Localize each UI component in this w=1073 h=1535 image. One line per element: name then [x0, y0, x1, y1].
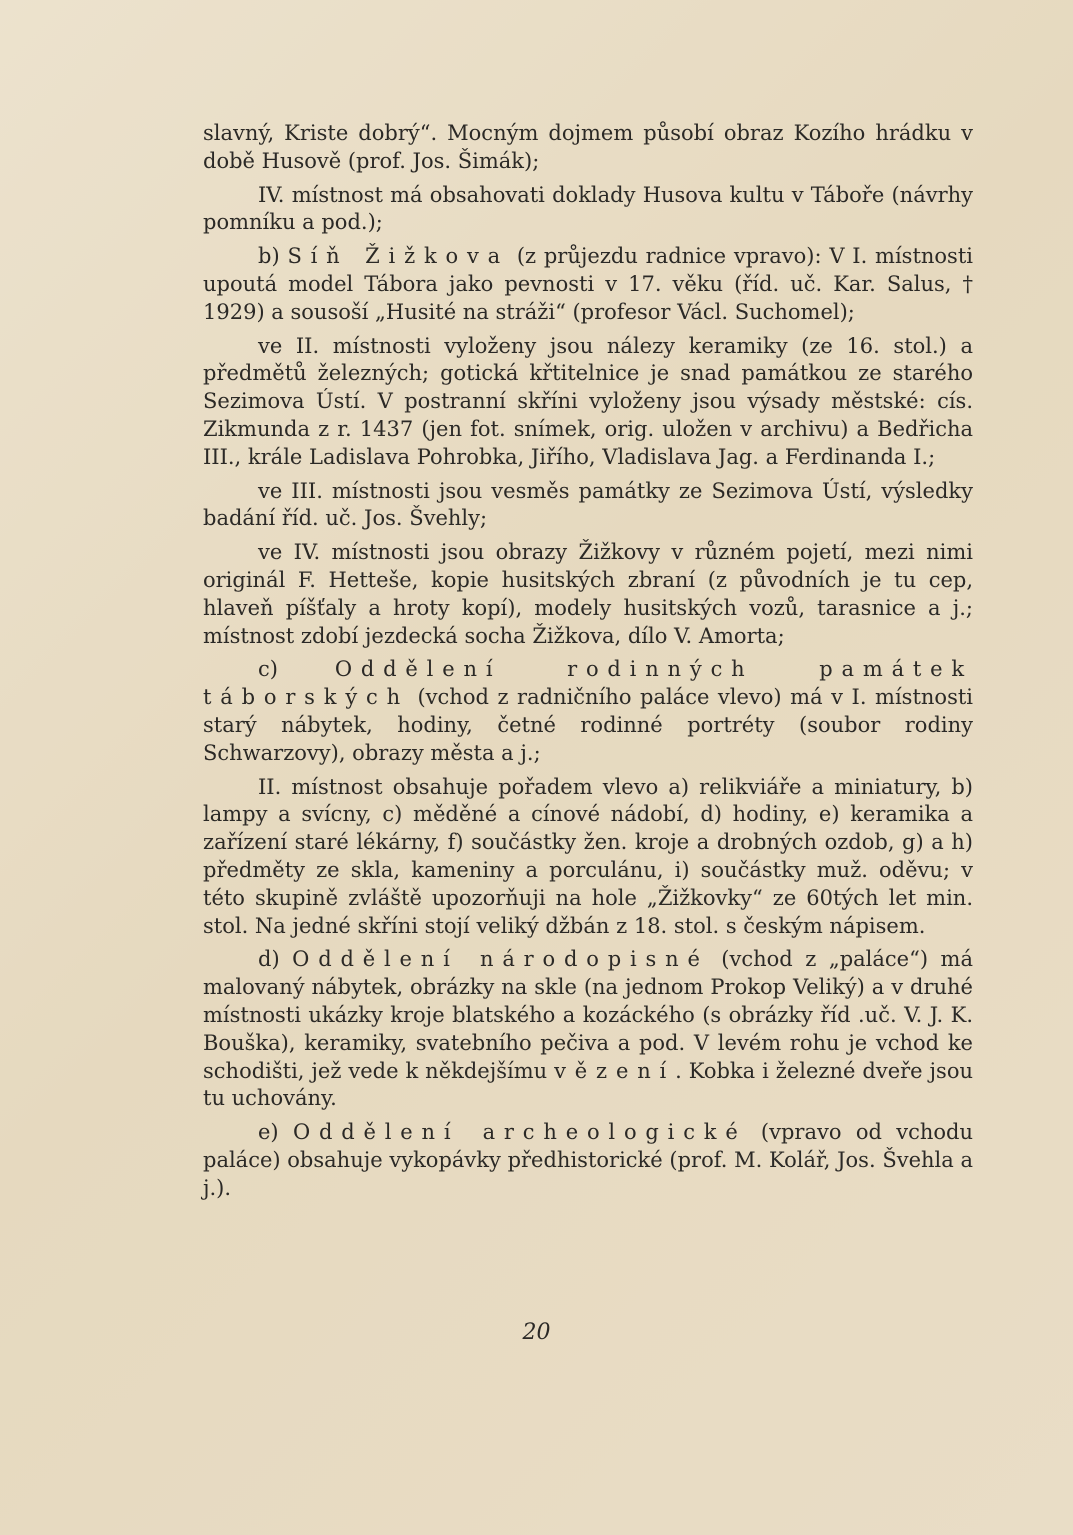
body-text [203, 120, 973, 1208]
paragraph [203, 182, 973, 238]
text-run: e) [258, 1120, 293, 1145]
spaced-heading-run: vězení [554, 1058, 676, 1083]
text-run: (z průjezdu radnice vpravo): V I. místnosti upoutá model Tábora jako pevnosti v 17. věku (říd. uč. Kar. Salus, † 1929) a sousoší „Husité na stráži“ (profesor Václ. Suchomel); [203, 244, 973, 324]
paragraph [203, 946, 973, 1113]
spaced-heading-run: Síň Žižkova [287, 244, 510, 269]
page-number: 20 [522, 1320, 551, 1345]
spaced-heading-run: Oddělení národopisné [292, 947, 709, 972]
text-run: ve II. místnosti vyloženy jsou nálezy keramiky (ze 16. stol.) a předmětů železných; gotická křtitelnice je snad památkou ze starého Sezimova Ústí. V postranní skříni vyloženy jsou výsady městské: cís. Zikmunda z r. 1437 (jen fot. snímek, orig. uložen v archivu) a Bedřicha III., krále Ladislava Pohrobka, Jiřího, Vladislava Jag. a Ferdinanda I.; [203, 333, 973, 469]
paragraph [203, 539, 973, 650]
spaced-heading-run: Oddělení archeologické [292, 1120, 747, 1145]
text-run: II. místnost obsahuje pořadem vlevo a) relikviáře a miniatury, b) lampy a svícny, c) měděné a cínové nádobí, d) hodiny, e) keramika a zařízení staré lékárny, f) součástky žen. kroje a drobných ozdob, g) a h) předměty ze skla, kameniny a porculánu, i) součástky muž. oděvu; v této skupině zvláště upozorňuji na hole „Žižkovky“ ze 60tých let min. stol. Na jedné skříni stojí veliký džbán z 18. stol. s českým nápisem. [203, 774, 973, 938]
text-run: (vchod z „paláce“) má malovaný nábytek, obrázky na skle (na jednom Prokop Veliký) a v druhé místnosti ukázky kroje blatského a kozáckého (s obrázky říd .uč. V. J. K. Bouška), keramiky, svatebního pečiva a pod. V levém rohu je vchod ke schodišti, jež vede k někdejšímu [203, 947, 973, 1083]
paragraph [203, 120, 973, 176]
text-run: d) [258, 947, 293, 972]
text-run: b) [258, 244, 288, 269]
text-run: ve III. místnosti jsou vesměs památky ze Sezimova Ústí, výsledky badání říd. uč. Jos. Švehly; [203, 478, 973, 531]
paragraph [203, 333, 973, 472]
paragraph [203, 243, 973, 326]
text-run: slavný, Kriste dobrý“. Mocným dojmem působí obraz Kozího hrádku v době Husově (prof. Jos. Šimák); [203, 121, 973, 173]
spaced-heading-run: Oddělení rodinných památek táborských [203, 657, 973, 710]
paragraph [203, 478, 973, 534]
text-run: ve IV. místnosti jsou obrazy Žižkovy v různém pojetí, mezi nimi originál F. Hetteše, kopie husitských zbraní (z původních je tu cep, hlaveň píšťaly a hroty kopí), modely husitských vozů, tarasnice a j.; místnost zdobí jezdecká socha Žižkova, dílo V. Amorta; [203, 540, 973, 648]
text-run: IV. místnost má obsahovati doklady Husova kultu v Táboře (návrhy pomníku a pod.); [203, 182, 973, 235]
paragraph [203, 656, 973, 767]
text-run: (vpravo od vchodu paláce) obsahuje vykopávky předhistorické (prof. M. Kolář, Jos. Švehla a j.). [203, 1120, 973, 1200]
text-run: . Kobka i železné dveře jsou tu uchovány. [203, 1058, 973, 1111]
paragraph [203, 774, 973, 941]
paragraph [203, 1119, 973, 1202]
text-run: c) [258, 657, 335, 682]
text-run: (vchod z radničního paláce vlevo) má v I. místnosti starý nábytek, hodiny, četné rodinné portréty (soubor rodiny Schwarzovy), obrazy města a j.; [203, 685, 973, 765]
